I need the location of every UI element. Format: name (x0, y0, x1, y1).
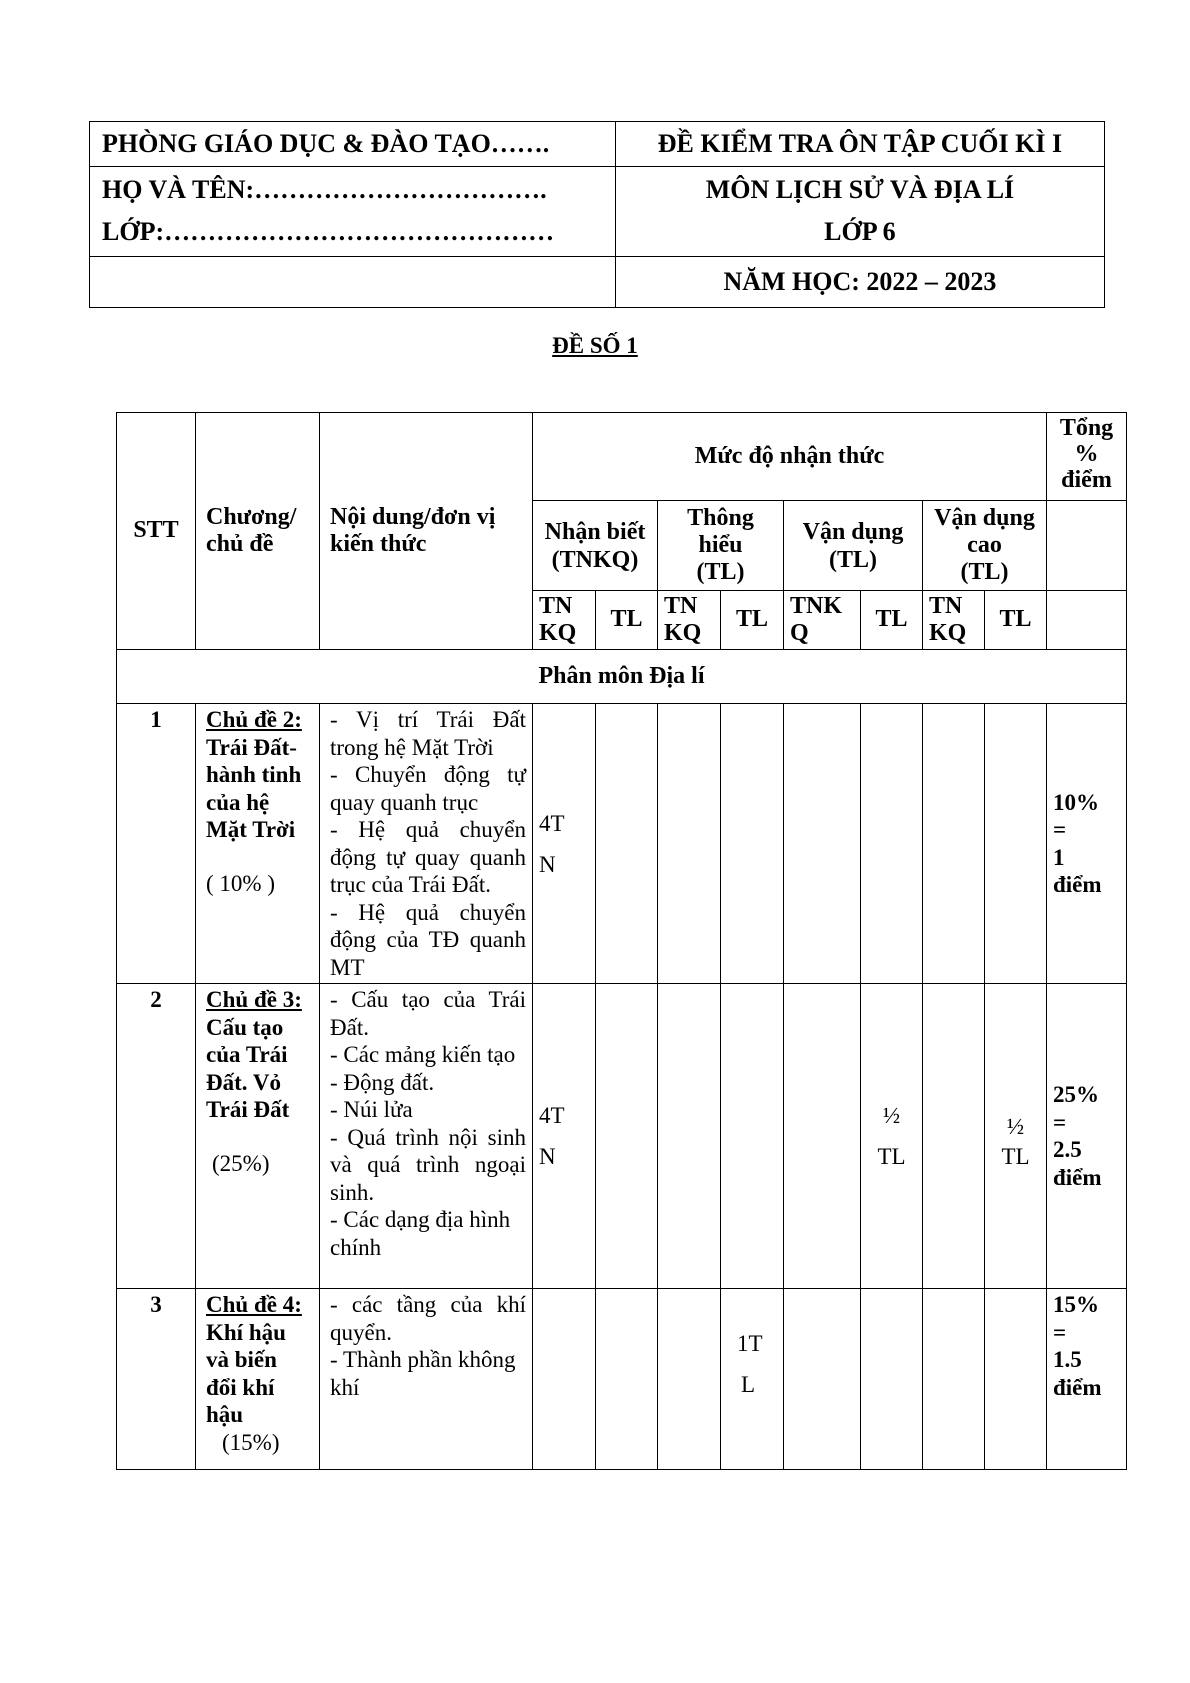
level-high-application: Vận dụng cao (TL) (923, 501, 1047, 591)
stt-header: STT (117, 413, 196, 650)
assessment-matrix (116, 412, 1127, 1470)
section-title: Phân môn Địa lí (117, 650, 1127, 704)
cell-empty (985, 704, 1047, 984)
cell-empty (596, 1289, 658, 1470)
total-spacer (1047, 501, 1127, 591)
level-understanding: Thông hiểu (TL) (658, 501, 784, 591)
table-row (117, 984, 1127, 1289)
total-spacer-2 (1047, 591, 1127, 650)
cell-empty (721, 704, 784, 984)
subject-info (615, 167, 1104, 257)
row-topic: Chủ đề 3: Cấu tạo của Trái Đất. Vỏ Trái Đất (25%) (196, 984, 320, 1289)
cell-tl-3: ½ TL (861, 984, 923, 1289)
cognitive-level-header: Mức độ nhận thức (533, 413, 1047, 501)
cell-tl-4: ½ TL (985, 984, 1047, 1289)
subject: MÔN LỊCH SỬ VÀ ĐỊA LÍ (705, 175, 1015, 204)
cell-empty (923, 704, 985, 984)
level-recognition: Nhận biết (TNKQ) (533, 501, 658, 591)
row-topic: Chủ đề 2: Trái Đất- hành tinh của hệ Mặt Trời ( 10% ) (196, 704, 320, 984)
blank-cell (90, 257, 616, 308)
sub-tl-2: TL (721, 591, 784, 650)
row-topic: Chủ đề 4: Khí hậu và biến đổi khí hậu (15%) (196, 1289, 320, 1470)
department: PHÒNG GIÁO DỤC & ĐÀO TẠO……. (90, 122, 616, 167)
exam-title: ĐỀ KIỂM TRA ÔN TẬP CUỐI KÌ I (615, 122, 1104, 167)
row-total: 15% = 1.5 điểm (1047, 1289, 1127, 1470)
cell-empty (721, 984, 784, 1289)
name-label: HỌ VÀ TÊN:……………………………. (102, 175, 547, 204)
row-content: - Cấu tạo của Trái Đất. - Các mảng kiến tạo - Động đất. - Núi lửa - Quá trình nội sinh và quá trình ngoại sinh. - Các dạng địa hình chính (320, 984, 533, 1289)
level-application: Vận dụng (TL) (784, 501, 923, 591)
cell-empty (533, 1289, 596, 1470)
cell-empty (923, 1289, 985, 1470)
cell-empty (784, 704, 861, 984)
cell-tnkq-1: 4T N (533, 984, 596, 1289)
cell-empty (784, 1289, 861, 1470)
sub-tnkq-3: TNK Q (784, 591, 861, 650)
row-total: 10% = 1 điểm (1047, 704, 1127, 984)
school-year: NĂM HỌC: 2022 – 2023 (615, 257, 1104, 308)
sub-tl-4: TL (985, 591, 1047, 650)
sub-tl-3: TL (861, 591, 923, 650)
cell-empty (596, 984, 658, 1289)
cell-empty (658, 1289, 721, 1470)
total-header: Tổng % điểm (1047, 413, 1127, 501)
sub-tl-1: TL (596, 591, 658, 650)
chapter-header: Chương/ chủ đề (196, 413, 320, 650)
student-info (90, 167, 616, 257)
cell-tnkq-1: 4T N (533, 704, 596, 984)
content-header: Nội dung/đơn vị kiến thức (320, 413, 533, 650)
row-content: - Vị trí Trái Đất trong hệ Mặt Trời - Chuyển động tự quay quanh trục - Hệ quả chuyển động tự quay quanh trục của Trái Đất. - Hệ quả chuyển động của TĐ quanh MT (320, 704, 533, 984)
row-stt: 3 (117, 1289, 196, 1470)
cell-empty (658, 704, 721, 984)
row-stt: 2 (117, 984, 196, 1289)
cell-empty (596, 704, 658, 984)
class-label: LỚP:……………………………………… (102, 217, 555, 246)
cell-empty (861, 1289, 923, 1470)
row-total: 25% = 2.5 điểm (1047, 984, 1127, 1289)
cell-empty (861, 704, 923, 984)
cell-empty (923, 984, 985, 1289)
sub-tnkq-1: TN KQ (533, 591, 596, 650)
sub-tnkq-2: TN KQ (658, 591, 721, 650)
table-row (117, 1289, 1127, 1470)
table-row (117, 704, 1127, 984)
row-stt: 1 (117, 704, 196, 984)
cell-empty (658, 984, 721, 1289)
cell-empty (985, 1289, 1047, 1470)
cell-tl-2: 1T L (721, 1289, 784, 1470)
header-table (89, 121, 1105, 308)
sub-tnkq-4: TN KQ (923, 591, 985, 650)
cell-empty (784, 984, 861, 1289)
exam-number: ĐỀ SỐ 1 (552, 333, 638, 358)
grade: LỚP 6 (824, 217, 896, 246)
row-content: - các tầng của khí quyển. - Thành phần không khí (320, 1289, 533, 1470)
